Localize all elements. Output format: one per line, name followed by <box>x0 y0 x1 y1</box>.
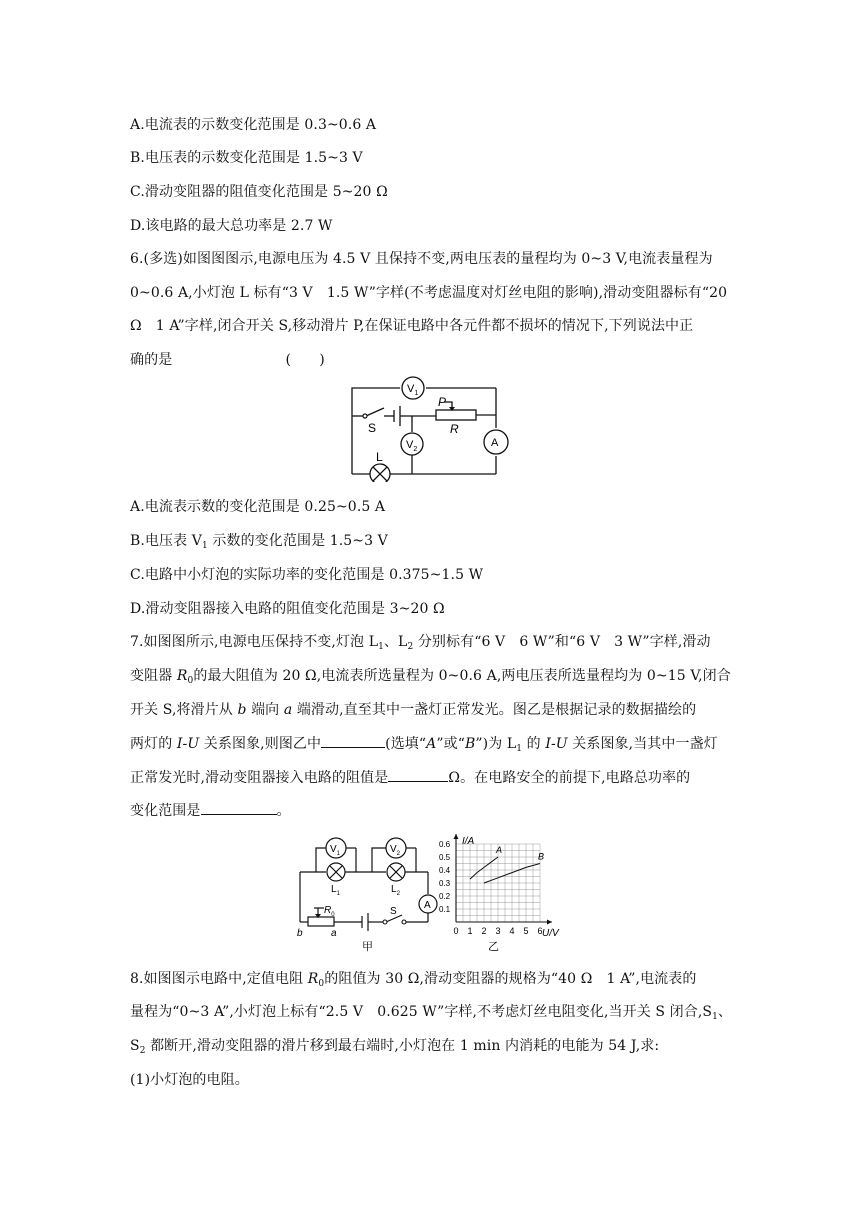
q8-l3a: S <box>130 1038 140 1054</box>
q7-answer-blank-3[interactable] <box>201 800 277 815</box>
q7-v1-label: $V_1$ <box>330 844 341 857</box>
q5-option-d: D.该电路的最大总功率是 2.7 W <box>130 218 333 234</box>
q7-stem-line-6 <box>130 800 291 820</box>
q8-l2: 量程为“0~3 A”,小灯泡上标有“2.5 V 0.625 W”字样,不考虑灯丝电阻变化,当开关 S 闭合,S <box>130 1004 713 1020</box>
q7-figure-yi-caption: 乙 <box>488 941 499 953</box>
q7-ammeter-label: A <box>424 900 431 911</box>
chart-x-tick-label: 1 <box>467 926 473 936</box>
chart-grid <box>456 844 540 922</box>
q7-l4b: I-U <box>176 736 200 752</box>
q7-l1c: 、L <box>383 634 408 650</box>
chart-y-arrow <box>454 834 459 839</box>
q7-l1e: 分别标有“6 V 6 W”和“6 V 3 W”字样,滑动 <box>413 634 711 650</box>
q6-stem-line-3: Ω 1 A”字样,闭合开关 S,移动滑片 P,在保证电路中各元件都不损坏的情况下,下列说法中正 <box>130 318 694 334</box>
q7-l3c: 端向 <box>246 702 284 718</box>
q7-l1-label: $L_1$ <box>331 884 340 897</box>
q6-lamp-label: L <box>376 450 383 464</box>
q7-switch-label: S <box>390 906 397 917</box>
q6-lamp-symbol <box>370 464 390 482</box>
q8-stem-line-2 <box>130 1001 732 1022</box>
q6-option-b-sub: 1 <box>202 541 208 551</box>
q7-answer-blank-2[interactable] <box>388 767 448 782</box>
q7-l1a: 7.如图图所示,电源电压保持不变,灯泡 L <box>130 634 379 650</box>
chart-y-tick-label: 0.3 <box>439 879 451 888</box>
q7-l3d: a <box>283 702 293 718</box>
q8-l1d: 的阻值为 30 Ω,滑动变阻器的规格为“40 Ω 1 A”,电流表的 <box>324 971 697 987</box>
q6-v1-label: $V_1$ <box>407 383 419 397</box>
q8-l3c: 都断开,滑动变阻器的滑片移到最右端时,小灯泡在 1 min 内消耗的电能为 54 J,求: <box>145 1038 660 1054</box>
chart-y-tick-label: 0.6 <box>439 840 451 849</box>
chart-y-tick-label: 0.1 <box>439 905 451 914</box>
q5-option-b: B.电压表的示数变化范围是 1.5~3 V <box>130 150 363 166</box>
q7-l5b: Ω。在电路安全的前提下,电路总功率的 <box>448 770 691 786</box>
q7-l2a: 变阻器 <box>130 668 177 684</box>
q8-l1a: 8.如图图示电路中,定值电阻 <box>130 971 308 987</box>
q7-stem-line-1 <box>130 631 711 652</box>
chart-x-axis-label: U/V <box>542 928 559 939</box>
q7-l4e: A <box>426 736 437 752</box>
q8-l3b: 2 <box>139 1046 146 1056</box>
q7-l4f: ”或“ <box>436 736 466 752</box>
q7-l1d: 2 <box>407 642 414 652</box>
q7-end-a-label: a <box>331 928 337 939</box>
q6-v2-label: $V_2$ <box>406 439 418 453</box>
q7-l4j: 的 <box>522 736 546 752</box>
q6-switch-label: S <box>368 421 377 435</box>
chart-y-axis-label: I/A <box>462 836 475 847</box>
q6-option-a: A.电流表示数的变化范围是 0.25~0.5 A <box>130 499 386 515</box>
q7-stem-line-4 <box>130 733 718 754</box>
q6-resistor-label: R <box>450 422 459 436</box>
q7-l6a: 变化范围是 <box>130 803 201 819</box>
q7-figure-jia-caption: 甲 <box>362 941 373 952</box>
q7-stem-line-5 <box>130 767 690 787</box>
q7-l1b: 1 <box>378 642 384 652</box>
chart-y-tick-label: 0.5 <box>439 853 451 862</box>
q8-stem-line-1 <box>130 968 696 989</box>
chart-series-label-A: A <box>496 845 503 855</box>
q7-l4d: (选填“ <box>385 736 427 752</box>
q7-l4i: 1 <box>516 744 523 754</box>
q7-l2c: 0 <box>187 676 194 686</box>
q7-l2-label: $L_2$ <box>391 884 400 897</box>
q6-stem-line-2: 0~0.6 A,小灯泡 L 标有“3 V 1.5 W”字样(不考虑温度对灯丝电阻的影响),滑动变阻器标有“20 <box>130 285 728 301</box>
q7-l4c: 关系图象,则图乙中 <box>199 736 322 752</box>
q8-l2-post: 、 <box>717 1004 732 1020</box>
q8-l2-sub: 1 <box>712 1012 718 1022</box>
q6-circuit-figure <box>346 374 516 482</box>
q6-option-b <box>130 530 388 551</box>
q6-stem-text: 确的是 <box>130 352 173 368</box>
q6-stem-line-4 <box>130 349 325 369</box>
q7-end-b-label: b <box>297 928 303 939</box>
q7-l4l: 关系图象,当其中一盏灯 <box>567 736 718 752</box>
q6-option-d: D.滑动变阻器接入电路的阻值变化范围是 3~20 Ω <box>130 601 445 617</box>
q7-l2d: 的最大阻值为 20 Ω,电流表所选量程为 0~0.6 A,两电压表所选量程均为 0~15 V,闭合 <box>193 668 731 684</box>
q7-iu-chart <box>430 832 570 954</box>
chart-x-tick-label: 3 <box>495 926 501 936</box>
q7-l4h: ”)为 L <box>475 736 517 752</box>
q5-option-c: C.滑动变阻器的阻值变化范围是 5~20 Ω <box>130 184 388 200</box>
chart-x-tick-label: 5 <box>523 926 529 936</box>
q7-v2-label: $V_2$ <box>390 844 401 857</box>
q7-l4g: B <box>465 736 476 752</box>
q7-l4a: 两灯的 <box>130 736 177 752</box>
q6-option-b-post: 示数的变化范围是 1.5~3 V <box>207 533 388 549</box>
q6-stem-line-1: 6.(多选)如图图图示,电源电压为 4.5 V 且保持不变,两电压表的量程均为 0~3 V,电流表量程为 <box>130 251 713 267</box>
q8-sub-question-1: (1)小灯泡的电阻。 <box>130 1072 249 1088</box>
q6-answer-bracket: ( ) <box>285 352 325 368</box>
chart-y-tick-label: 0.2 <box>439 892 451 901</box>
q7-l5a: 正常发光时,滑动变阻器接入电路的阻值是 <box>130 770 389 786</box>
q7-l3b: b <box>237 702 247 718</box>
chart-x-arrow <box>547 920 552 925</box>
q8-stem-line-3 <box>130 1035 659 1056</box>
q5-option-a: A.电流表的示数变化范围是 0.3~0.6 A <box>130 117 377 133</box>
q7-circuit-figure <box>294 834 444 952</box>
q6-option-b-pre: B.电压表 V <box>130 533 202 549</box>
q6-slider-label: P <box>438 395 447 409</box>
q7-stem-line-3 <box>130 699 696 719</box>
q7-l3e: 端滑动,直至其中一盏灯正常发光。图乙是根据记录的数据描绘的 <box>292 702 697 718</box>
chart-y-tick-label: 0.4 <box>439 866 451 875</box>
q7-l6b: 。 <box>276 803 291 819</box>
q7-r0-label: $R_0$ <box>324 905 335 918</box>
q7-l2b: R <box>176 668 188 684</box>
q6-option-c: C.电路中小灯泡的实际功率的变化范围是 0.375~1.5 W <box>130 567 484 583</box>
chart-axes <box>454 834 553 925</box>
q7-l3a: 开关 S,将滑片从 <box>130 702 238 718</box>
chart-x-tick-label: 6 <box>537 926 543 936</box>
chart-series-label-B: B <box>538 851 545 862</box>
q6-ammeter-label: A <box>491 437 499 449</box>
chart-x-tick-label: 4 <box>509 926 515 936</box>
q7-answer-blank-1[interactable] <box>321 733 385 748</box>
q7-stem-line-2 <box>130 665 731 686</box>
chart-x-tick-label: 2 <box>481 926 487 936</box>
q8-l1c: 0 <box>318 979 325 989</box>
chart-x-tick-label: 0 <box>453 926 459 936</box>
q8-l1b: R <box>307 971 319 987</box>
q7-l4k: I-U <box>545 736 568 752</box>
